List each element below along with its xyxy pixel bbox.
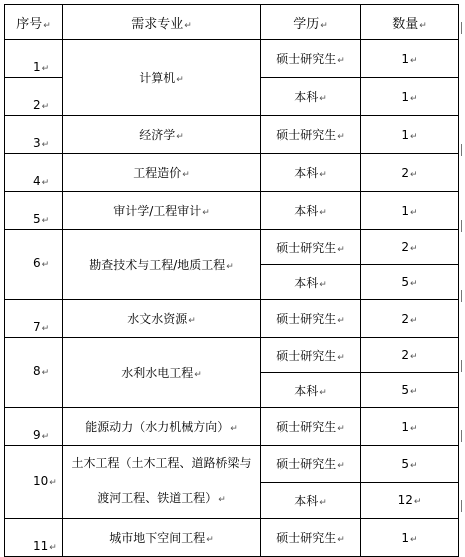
degree-cell: 本科↵ bbox=[261, 265, 361, 300]
header-count: 数量↵ bbox=[361, 5, 459, 40]
count-cell: 2↵ bbox=[361, 230, 459, 265]
margin-mark bbox=[461, 144, 465, 156]
table-row bbox=[5, 338, 459, 373]
degree-cell: 硕士研究生↵ bbox=[261, 300, 361, 338]
table-row bbox=[5, 446, 459, 483]
degree-cell: 硕士研究生↵ bbox=[261, 338, 361, 373]
degree-cell: 硕士研究生↵ bbox=[261, 446, 361, 483]
degree-cell: 硕士研究生↵ bbox=[261, 116, 361, 154]
count-cell: 1↵ bbox=[361, 116, 459, 154]
margin-mark bbox=[461, 290, 465, 302]
table-row bbox=[5, 116, 459, 154]
count-cell: 1↵ bbox=[361, 40, 459, 78]
seq-cell: 10↵ bbox=[5, 446, 63, 519]
seq-cell: 1↵ bbox=[5, 40, 63, 78]
count-cell: 5↵ bbox=[361, 373, 459, 408]
major-cell: 经济学↵ bbox=[63, 116, 261, 154]
seq-cell: 2↵ bbox=[5, 78, 63, 116]
count-cell: 2↵ bbox=[361, 300, 459, 338]
count-cell: 1↵ bbox=[361, 519, 459, 557]
seq-cell: 4↵ bbox=[5, 154, 63, 192]
requirements-table bbox=[4, 4, 459, 557]
margin-mark bbox=[461, 22, 465, 34]
seq-cell: 6↵ bbox=[5, 230, 63, 300]
major-cell: 能源动力（水力机械方向）↵ bbox=[63, 408, 261, 446]
degree-cell: 本科↵ bbox=[261, 78, 361, 116]
degree-cell: 本科↵ bbox=[261, 373, 361, 408]
seq-cell: 8↵ bbox=[5, 338, 63, 408]
count-cell: 1↵ bbox=[361, 192, 459, 230]
count-cell: 12↵ bbox=[361, 482, 459, 519]
count-cell: 1↵ bbox=[361, 78, 459, 116]
header-major: 需求专业↵ bbox=[63, 5, 261, 40]
degree-cell: 硕士研究生↵ bbox=[261, 40, 361, 78]
count-cell: 5↵ bbox=[361, 265, 459, 300]
major-cell: 勘查技术与工程/地质工程↵ bbox=[63, 230, 261, 300]
count-cell: 1↵ bbox=[361, 408, 459, 446]
table-row bbox=[5, 154, 459, 192]
margin-mark bbox=[461, 220, 465, 232]
count-cell: 2↵ bbox=[361, 338, 459, 373]
table-row bbox=[5, 40, 459, 78]
table-header-row bbox=[5, 5, 459, 40]
major-line-2: 渡河工程、铁道工程） bbox=[97, 491, 218, 505]
count-cell: 5↵ bbox=[361, 446, 459, 483]
seq-cell: 3↵ bbox=[5, 116, 63, 154]
count-cell: 2↵ bbox=[361, 154, 459, 192]
major-cell: 工程造价↵ bbox=[63, 154, 261, 192]
header-degree: 学历↵ bbox=[261, 5, 361, 40]
table-row bbox=[5, 519, 459, 557]
major-cell: 土木工程（土木工程、道路桥梁与 渡河工程、铁道工程）↵ bbox=[63, 446, 261, 519]
table-row bbox=[5, 408, 459, 446]
table-row bbox=[5, 230, 459, 265]
table-row bbox=[5, 300, 459, 338]
margin-mark bbox=[461, 360, 465, 372]
margin-mark bbox=[461, 430, 465, 442]
table-row bbox=[5, 192, 459, 230]
degree-cell: 本科↵ bbox=[261, 482, 361, 519]
seq-cell: 7↵ bbox=[5, 300, 63, 338]
degree-cell: 本科↵ bbox=[261, 154, 361, 192]
margin-mark bbox=[461, 500, 465, 512]
degree-cell: 硕士研究生↵ bbox=[261, 408, 361, 446]
header-seq: 序号↵ bbox=[5, 5, 63, 40]
major-cell: 计算机↵ bbox=[63, 40, 261, 116]
major-cell: 水文水资源↵ bbox=[63, 300, 261, 338]
seq-cell: 9↵ bbox=[5, 408, 63, 446]
degree-cell: 硕士研究生↵ bbox=[261, 519, 361, 557]
seq-cell: 5↵ bbox=[5, 192, 63, 230]
major-cell: 水利水电工程↵ bbox=[63, 338, 261, 408]
major-cell: 城市地下空间工程↵ bbox=[63, 519, 261, 557]
degree-cell: 硕士研究生↵ bbox=[261, 230, 361, 265]
degree-cell: 本科↵ bbox=[261, 192, 361, 230]
major-line-1: 土木工程（土木工程、道路桥梁与 bbox=[71, 456, 252, 470]
major-cell: 审计学/工程审计↵ bbox=[63, 192, 261, 230]
seq-cell: 11↵ bbox=[5, 519, 63, 557]
